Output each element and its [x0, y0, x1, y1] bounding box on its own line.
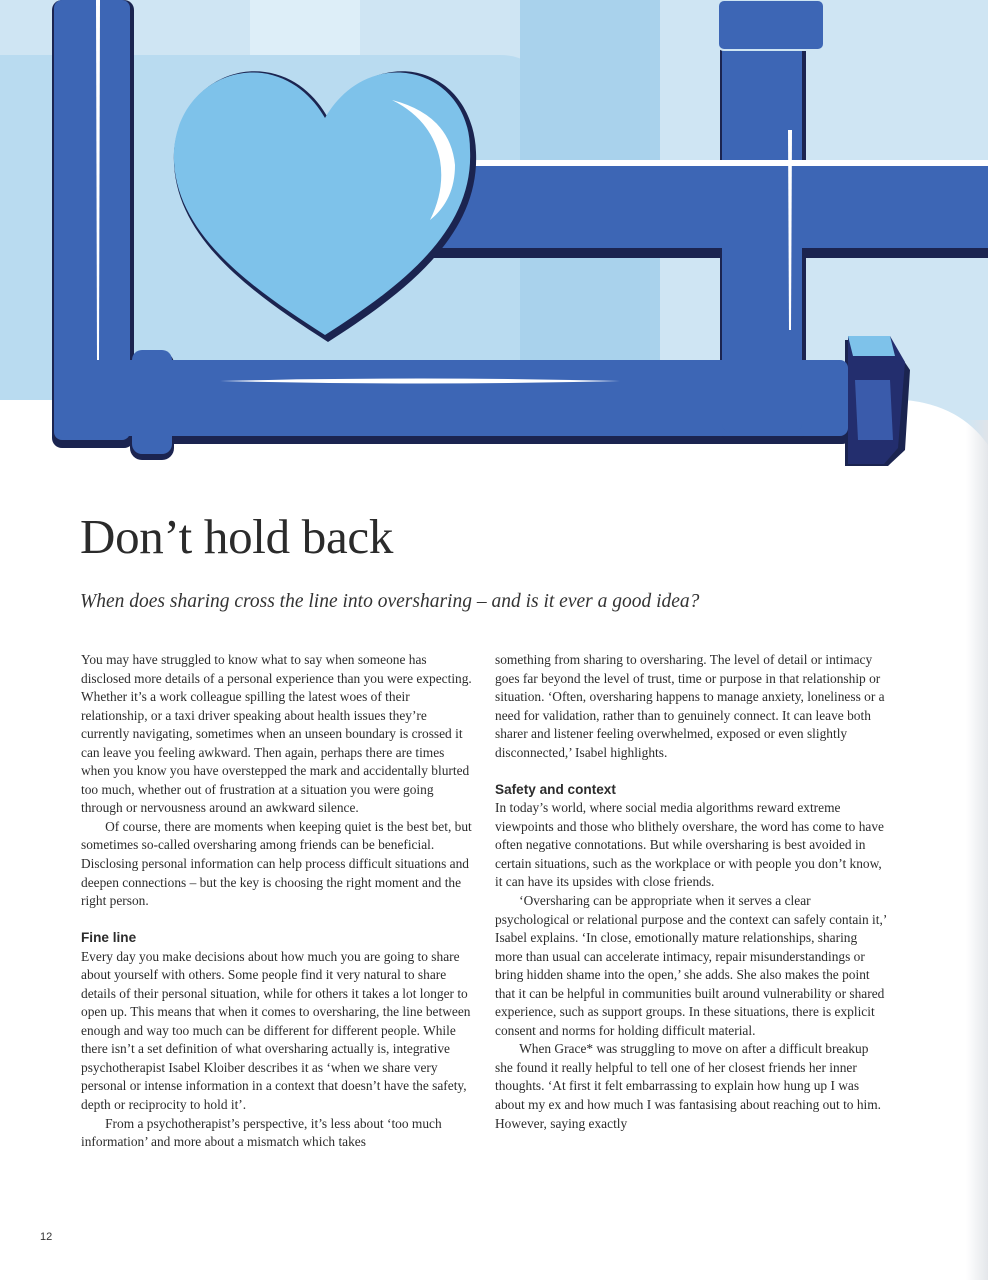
body-paragraph: Of course, there are moments when keeping quiet is the best bet, but sometimes so-called oversharing among friends can be beneficial. Disclosing personal information can help process difficult situations and deepen connections – but the key is choosing the right moment and the right person.: [81, 818, 472, 909]
article-title: Don’t hold back: [80, 509, 394, 564]
body-paragraph: Every day you make decisions about how much you are going to share about yourself with others. Some people find it very natural to share details of their personal situation, while for others it takes a lot longer to open up. This means that when it comes to oversharing, the line between enough and way too much can be different for different people. While there isn’t a set definition of what oversharing actually is, integrative psychotherapist Isabel Kloiber describes it as ‘when we share very personal or intense information in a context that doesn’t have the safety, depth or reciprocity to hold it’.: [81, 948, 471, 1113]
section-heading: Safety and context: [495, 781, 616, 797]
article-column-left: [81, 651, 473, 1152]
body-paragraph: When Grace* was struggling to move on after a difficult breakup she found it really helpful to tell one of her closest friends her inner thoughts. ‘At first it felt embarrassing to explain how hung up I was about my ex and how much I was fantasising about reaching out to him. However, saying exactly: [495, 1041, 882, 1131]
body-paragraph: You may have struggled to know what to say when someone has disclosed more details of a personal experience than you were expecting. Whether it’s a work colleague spilling the latest woes of their relationship, or a taxi driver speaking about health issues they’re currently navigating, sometimes when an unseen boundary is crossed it can leave you feeling awkward. Then again, perhaps there are times when you know you have overstepped the mark and accidentally blurted too much, whether out of frustration at a situation you were going through or nervousness around an awkward silence.: [81, 652, 472, 816]
hero-illustration: [0, 0, 988, 480]
pipe-elbow-cap: [718, 0, 824, 50]
body-paragraph: From a psychotherapist’s perspective, it’s less about ‘too much information’ and more about a mismatch which takes: [81, 1115, 442, 1150]
body-paragraph: ‘Oversharing can be appropriate when it serves a clear psychological or relational purpose and the context can safely contain it,’ Isabel explains. ‘In close, emotionally mature relationships, sharing more than usual can accelerate intimacy, repair misunderstandings or bring hidden shame into the open,’ she adds. She also makes the point that it can be helpful in communities built around vulnerability or shared experience, such as support groups. In these situations, there is explicit consent and norms for holding difficult material.: [495, 893, 887, 1038]
section-heading: Fine line: [81, 930, 137, 946]
page-edge-shadow: [966, 420, 988, 1280]
body-paragraph: In today’s world, where social media algorithms reward extreme viewpoints and those who blithely overshare, the word has come to have often negative connotations. But while oversharing is best avoided in certain situations, such as the workplace or with people you don’t know, it can have its upsides with close friends.: [495, 800, 884, 890]
page-number: 12: [40, 1231, 53, 1243]
article-column-right: [495, 651, 887, 1133]
article-subtitle: When does sharing cross the line into oversharing – and is it ever a good idea?: [80, 591, 700, 612]
nut-icon: [848, 336, 905, 464]
pipe-collar-left: [132, 350, 172, 454]
body-paragraph: something from sharing to oversharing. The level of detail or intimacy goes far beyond the level of trust, time or purpose in that relationship or situation. ‘Often, oversharing happens to manage anxiety, loneliness or a need for validation, rather than to genuinely connect. It can leave both sharer and listener feeling overwhelmed, exposed or even slightly disconnected,’ Isabel highlights.: [495, 652, 885, 760]
background-stripe: [250, 0, 360, 55]
